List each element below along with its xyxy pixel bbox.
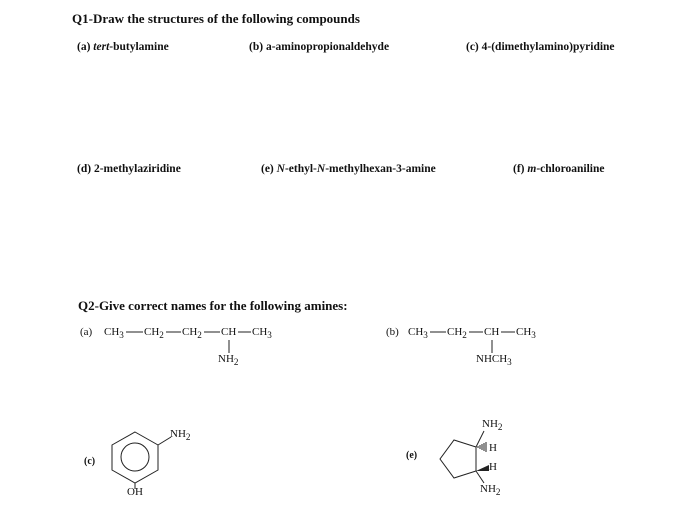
q1-item-f: (f) m-chloroaniline [513,163,605,175]
q2-a-ch2-first: $CH_2$ [144,326,164,341]
q2-b-ch3-right: $CH_3$ [516,326,536,341]
q1-item-c: (c) 4-(dimethylamino)pyridine [466,41,615,53]
q2-e-nh2-bottom: $NH_2$ [480,483,501,498]
q2-a-ch2-second: $CH_2$ [182,326,202,341]
q2-e-nh2-top: $NH_2$ [482,418,503,433]
q2-b-nhch3: $NHCH_3$ [476,353,512,368]
q2-b-ch3-left: $CH_3$ [408,326,428,341]
q1-item-a: (a) tert-butylamine [77,41,169,53]
q1-item-d: (d) 2-methylaziridine [77,163,181,175]
q2-a-ch: CH [221,326,237,338]
q2-b-label: (b) [386,326,399,338]
q2-a-ch3-right: $CH_3$ [252,326,272,341]
aromatic-circle [121,443,149,471]
q1-item-b: (b) a-aminopropionaldehyde [249,41,390,53]
q2-a-label: (a) [80,326,93,338]
q2-c-label: (c) [84,456,96,467]
benzene-ring [112,432,158,483]
hashed-wedge [478,442,486,452]
q1-heading: Q1-Draw the structures of the following compounds [72,11,360,26]
q2-c-nh2: $NH_2$ [170,428,191,443]
q2-e-label: (e) [406,450,418,461]
q2-heading: Q2-Give correct names for the following amines: [78,298,348,313]
q2-e-h-bottom: H [489,461,497,473]
q2-c-oh: OH [127,486,143,498]
bond-e-nh2-bottom [476,471,484,483]
bond-e-nh2-top [476,431,484,447]
solid-wedge [476,465,489,471]
q2-e-h-top: H [489,442,497,454]
q1-item-e: (e) N-ethyl-N-methylhexan-3-amine [261,163,436,175]
q2-a-ch3-left: $CH_3$ [104,326,124,341]
q2-a-nh2: $NH_2$ [218,353,239,368]
q2-b-ch2: $CH_2$ [447,326,467,341]
bond-c-nh2 [158,437,171,445]
q2-b-ch: CH [484,326,500,338]
cyclopentane-ring [440,440,476,478]
